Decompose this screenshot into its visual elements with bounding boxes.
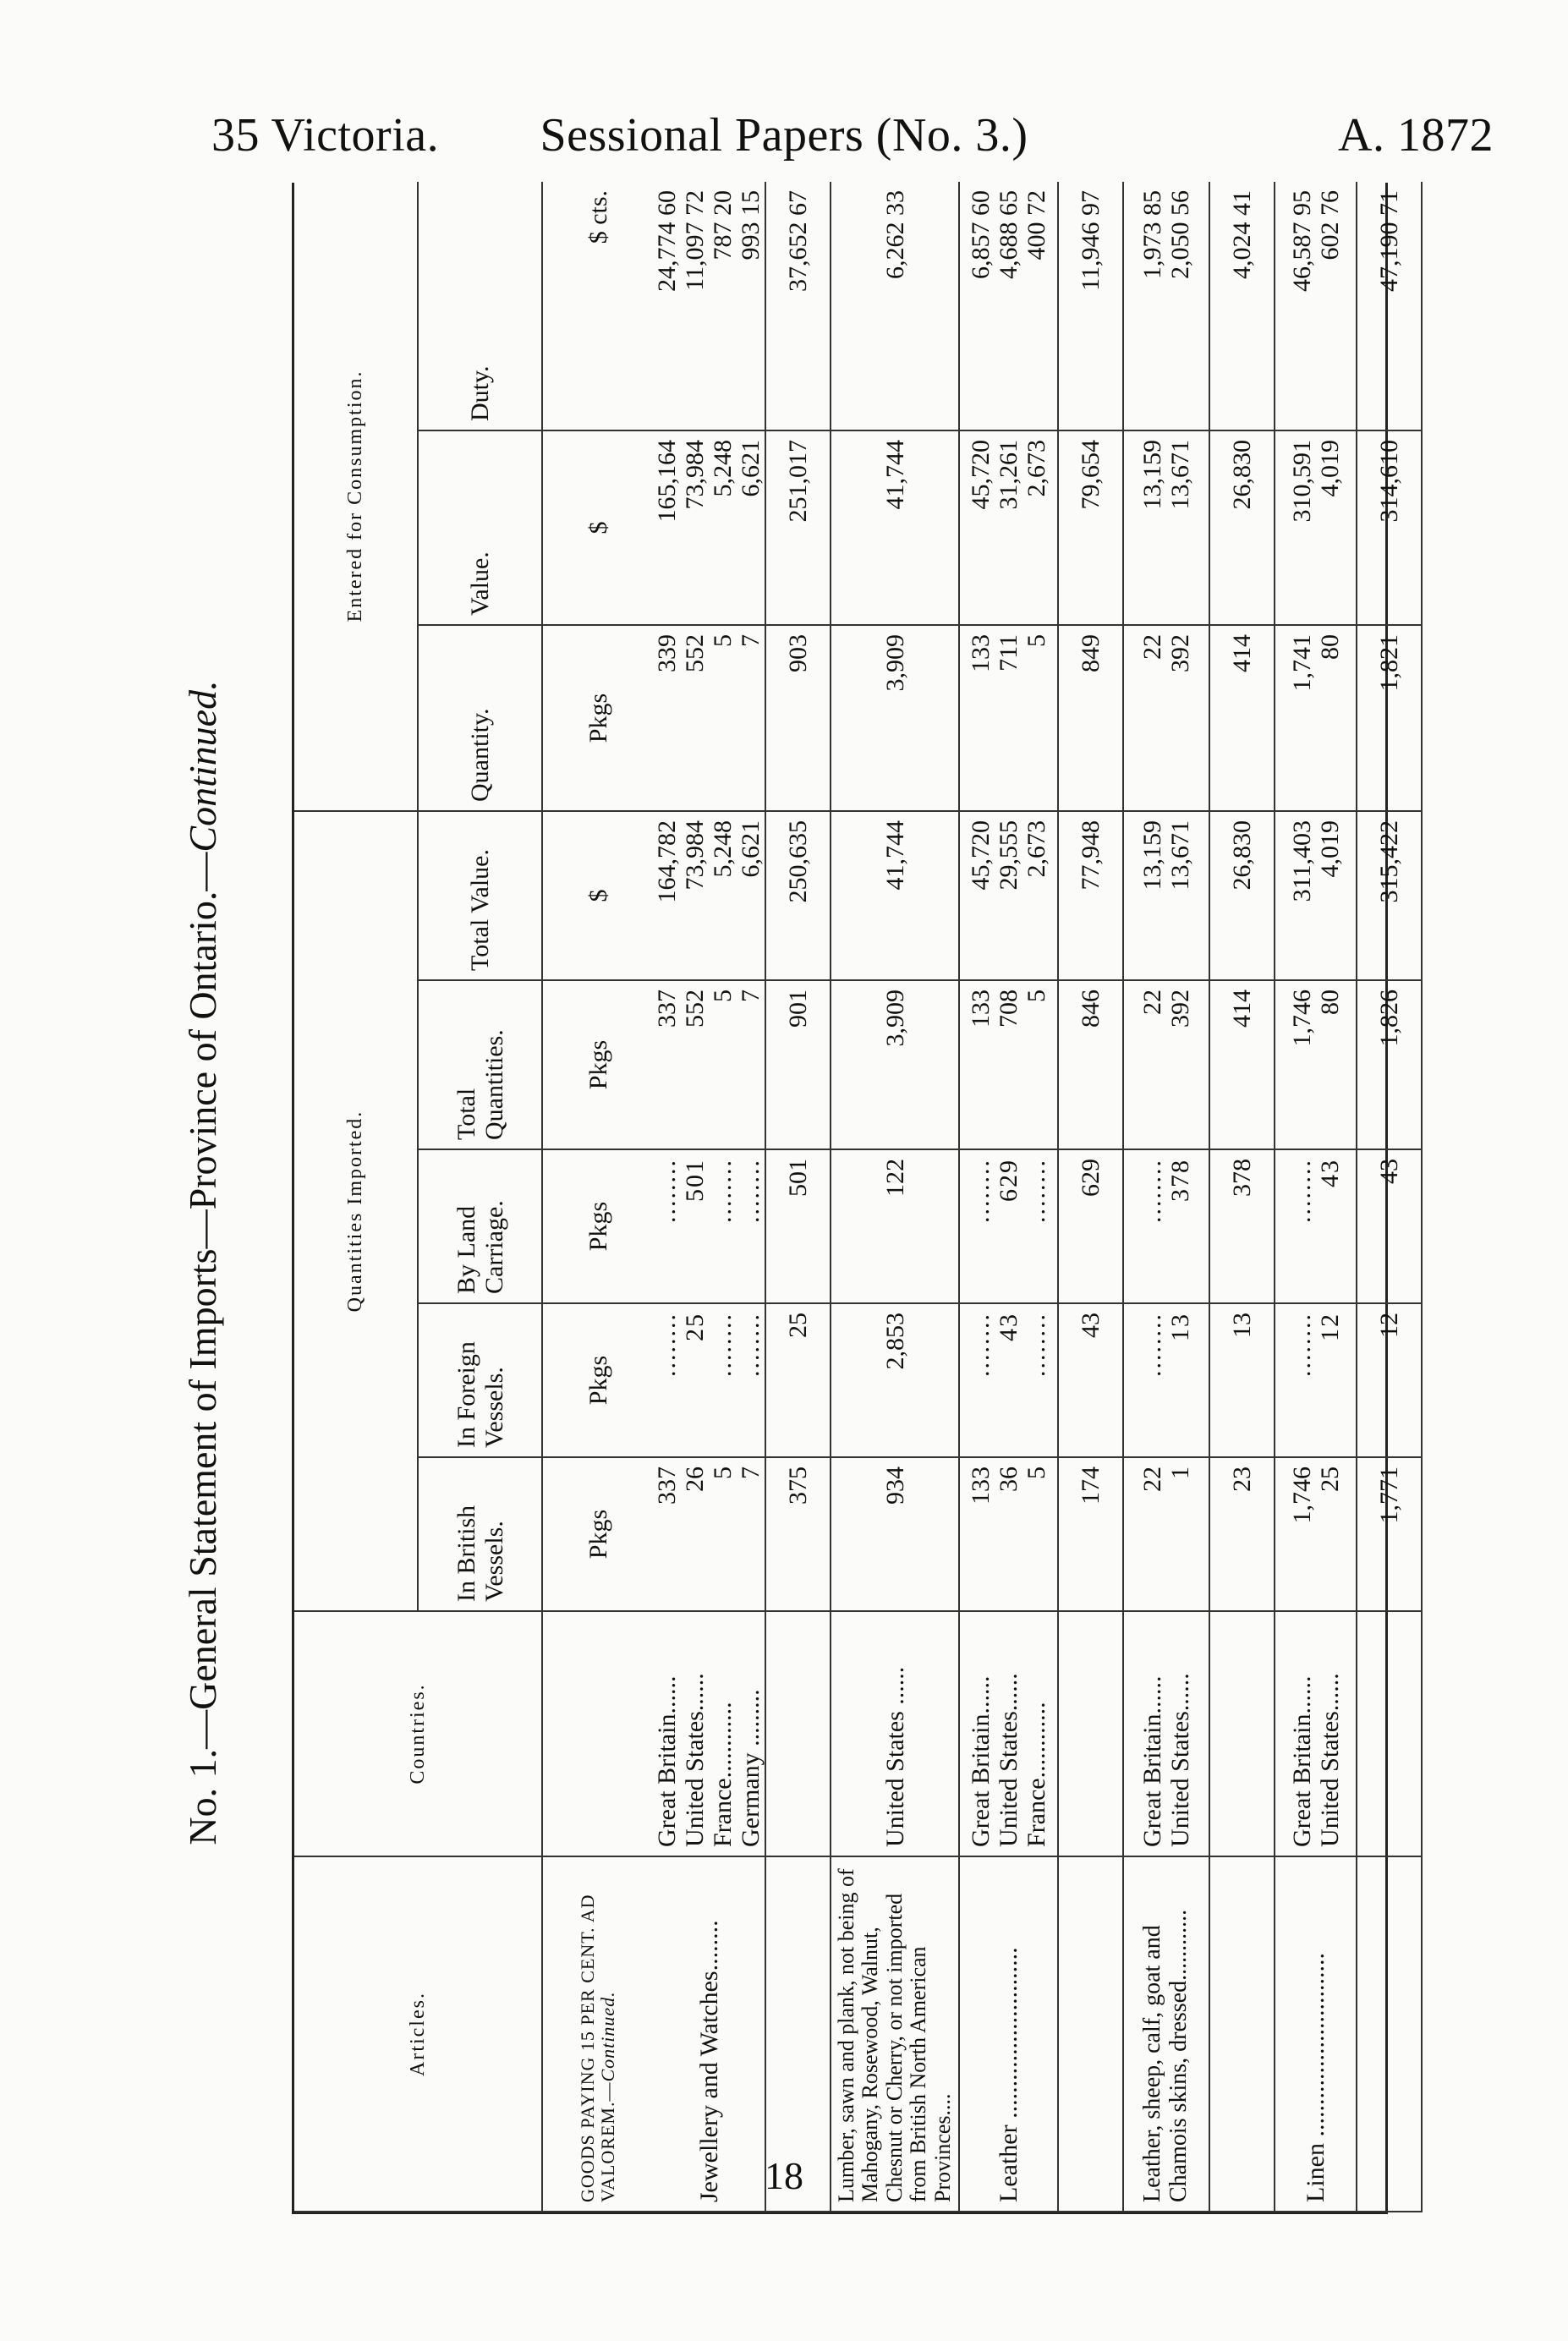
col-total-value: Total Value. (418, 811, 542, 980)
total-row (1209, 182, 1275, 2212)
total-row (1357, 182, 1422, 2212)
cell-value: 41,744 (831, 430, 959, 625)
total-quantities: 1,826 (1357, 980, 1422, 1149)
col-countries: Countries. (294, 1611, 542, 1856)
total-row (765, 182, 831, 2212)
col-duty: Duty. (418, 182, 542, 430)
cell-british: 934 (831, 1457, 959, 1611)
unit-label: Pkgs (542, 625, 653, 811)
cell-quantity: 3,909 (831, 625, 959, 811)
col-articles: Articles. (294, 1856, 542, 2212)
table-row (653, 182, 765, 2212)
cell-quantity: 339 552 5 7 (653, 625, 765, 811)
cell-foreign: 2,853 (831, 1303, 959, 1457)
total-quantities: 901 (765, 980, 831, 1149)
article-cell: Leather, sheep, calf, goat and Chamois skins, dressed............ (1123, 1856, 1209, 2212)
total-quantities: 414 (1209, 980, 1275, 1149)
total-british: 375 (765, 1457, 831, 1611)
total-value: 315,422 (1357, 811, 1422, 980)
article-cell: Lumber, sawn and plank, not being of Mahogany, Rosewood, Walnut, Chesnut or Cherry, or not imported from British North American Provinces.... (831, 1856, 959, 2212)
table-title: No. 1.—General Statement of Imports—Province of Ontario.—Continued. (181, 680, 224, 1845)
total-british: 174 (1058, 1457, 1123, 1611)
cell-foreign: ........ 43 ........ (959, 1303, 1058, 1457)
table-row (959, 182, 1058, 2212)
total-value: 26,830 (1209, 811, 1275, 980)
total-value: 77,948 (1058, 811, 1123, 980)
header-title: Sessional Papers (No. 3.) (540, 109, 1028, 162)
section-title: GOODS PAYING 15 PER CENT. AD VALOREM.—Continued. (542, 1856, 653, 2212)
table-row (1123, 182, 1209, 2212)
unit-label: $ (542, 430, 653, 625)
unit-label: $ (542, 811, 653, 980)
total-quantity: 903 (765, 625, 831, 811)
country-cell: Great Britain...... United States...... (1275, 1611, 1357, 1856)
cell-duty: 6,857 60 4,688 65 400 72 (959, 182, 1058, 430)
cell-british: 22 1 (1123, 1457, 1209, 1611)
total-quantity: 849 (1058, 625, 1123, 811)
cell-total-quantities: 3,909 (831, 980, 959, 1149)
cell-land: ........ 629 ........ (959, 1149, 1058, 1303)
country-cell: United States ...... (831, 1611, 959, 1856)
cell-value: 165,164 73,984 5,248 6,621 (653, 430, 765, 625)
cell-british: 1,746 25 (1275, 1457, 1357, 1611)
col-value: Value. (418, 430, 542, 625)
col-foreign: In Foreign Vessels. (418, 1303, 542, 1457)
total-land: 501 (765, 1149, 831, 1303)
cell-quantity: 133 711 5 (959, 625, 1058, 811)
cell-total-value: 41,744 (831, 811, 959, 980)
total-quantity: 414 (1209, 625, 1275, 811)
table-row (831, 182, 959, 2212)
total-land: 43 (1357, 1149, 1422, 1303)
header-session: 35 Victoria. (211, 109, 440, 162)
cell-land: ........ 378 (1123, 1149, 1209, 1303)
total-land: 378 (1209, 1149, 1275, 1303)
unit-label: Pkgs (542, 1149, 653, 1303)
cell-value: 45,720 31,261 2,673 (959, 430, 1058, 625)
rotated-table-region (169, 184, 1438, 2214)
unit-label: $ cts. (542, 182, 653, 430)
cell-british: 133 36 5 (959, 1457, 1058, 1611)
total-land: 629 (1058, 1149, 1123, 1303)
cell-duty: 1,973 85 2,050 56 (1123, 182, 1209, 430)
cell-land: ........ 501 ........ ........ (653, 1149, 765, 1303)
total-foreign: 25 (765, 1303, 831, 1457)
cell-british: 337 26 5 7 (653, 1457, 765, 1611)
col-group-imported: Quantities Imported. (294, 811, 418, 1611)
total-value: 250,635 (765, 811, 831, 980)
cell-total-value: 311,403 4,019 (1275, 811, 1357, 980)
cell-value: 310,591 4,019 (1275, 430, 1357, 625)
total-duty: 37,652 67 (765, 182, 831, 430)
total-row (1058, 182, 1123, 2212)
unit-label: Pkgs (542, 1457, 653, 1611)
cell-total-value: 45,720 29,555 2,673 (959, 811, 1058, 980)
page-number: 18 (765, 2154, 803, 2197)
total-foreign: 43 (1058, 1303, 1123, 1457)
cell-total-quantities: 133 708 5 (959, 980, 1058, 1149)
total-foreign: 13 (1209, 1303, 1275, 1457)
unit-label: Pkgs (542, 980, 653, 1149)
cell-total-value: 164,782 73,984 5,248 6,621 (653, 811, 765, 980)
cell-duty: 24,774 60 11,097 72 787 20 993 15 (653, 182, 765, 430)
article-cell: Leather ........................... (959, 1856, 1058, 2212)
cell-foreign: ........ 13 (1123, 1303, 1209, 1457)
cell-quantity: 22 392 (1123, 625, 1209, 811)
country-cell: Great Britain...... United States...... France............ (959, 1611, 1058, 1856)
cell-land: ........ 43 (1275, 1149, 1357, 1303)
cell-foreign: ........ 25 ........ ........ (653, 1303, 765, 1457)
article-cell: Jewellery and Watches........ (653, 1856, 765, 2212)
cell-total-quantities: 337 552 5 7 (653, 980, 765, 1149)
cell-total-quantities: 22 392 (1123, 980, 1209, 1149)
cell-foreign: ........ 12 (1275, 1303, 1357, 1457)
total-consumption-value: 251,017 (765, 430, 831, 625)
total-consumption-value: 26,830 (1209, 430, 1275, 625)
table-row (1275, 182, 1357, 2212)
col-british: In British Vessels. (418, 1457, 542, 1611)
col-quantity: Quantity. (418, 625, 542, 811)
cell-land: 122 (831, 1149, 959, 1303)
country-cell: Great Britain...... United States...... France............ Germany ......... (653, 1611, 765, 1856)
article-cell: Linen ............................. (1275, 1856, 1357, 2212)
total-consumption-value: 314,610 (1357, 430, 1422, 625)
cell-total-quantities: 1,746 80 (1275, 980, 1357, 1149)
col-land: By Land Carriage. (418, 1149, 542, 1303)
cell-value: 13,159 13,671 (1123, 430, 1209, 625)
col-group-consumption: Entered for Consumption. (294, 182, 418, 811)
total-duty: 47,190 71 (1357, 182, 1422, 430)
imports-table (292, 183, 1403, 2214)
section-heading-row (542, 182, 653, 2212)
country-cell: Great Britain...... United States...... (1123, 1611, 1209, 1856)
total-foreign: 12 (1357, 1303, 1422, 1457)
total-british: 1,771 (1357, 1457, 1422, 1611)
cell-total-value: 13,159 13,671 (1123, 811, 1209, 980)
total-consumption-value: 79,654 (1058, 430, 1123, 625)
total-quantity: 1,821 (1357, 625, 1422, 811)
cell-duty: 46,587 95 602 76 (1275, 182, 1357, 430)
unit-label: Pkgs (542, 1303, 653, 1457)
total-quantities: 846 (1058, 980, 1123, 1149)
cell-quantity: 1,741 80 (1275, 625, 1357, 811)
total-duty: 4,024 41 (1209, 182, 1275, 430)
cell-duty: 6,262 33 (831, 182, 959, 430)
col-total-quantities: Total Quantities. (418, 980, 542, 1149)
total-duty: 11,946 97 (1058, 182, 1123, 430)
total-british: 23 (1209, 1457, 1275, 1611)
header-year: A. 1872 (1338, 109, 1494, 162)
